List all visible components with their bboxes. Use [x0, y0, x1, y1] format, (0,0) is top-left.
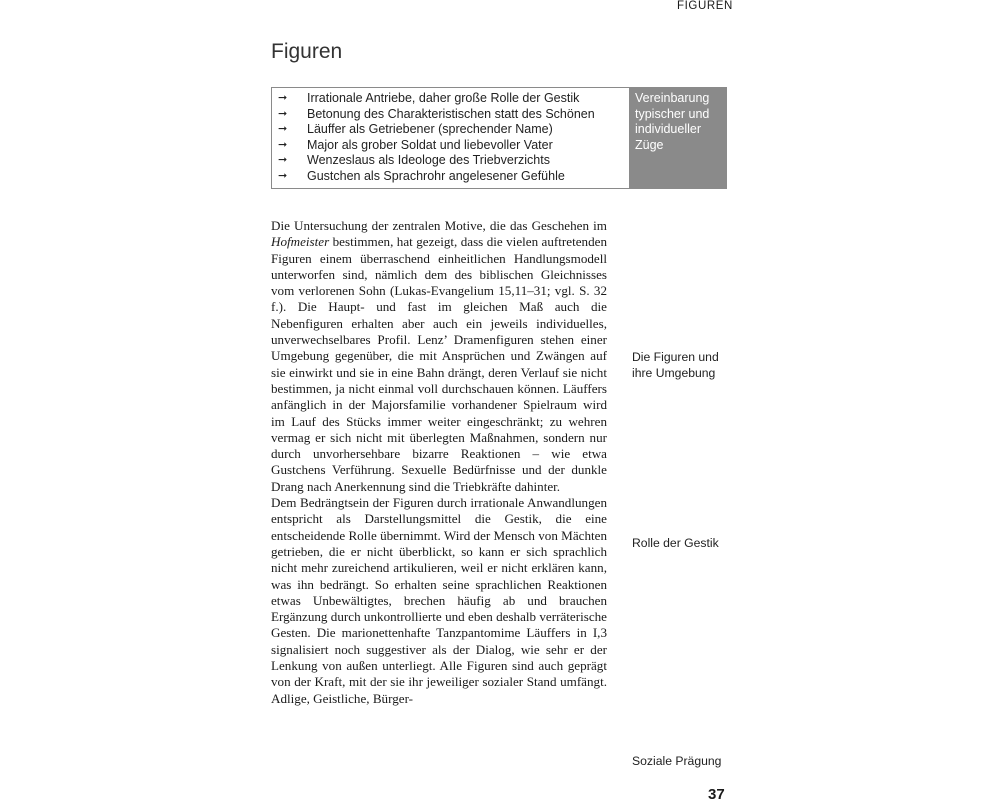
arrow-right-icon: ➞ [278, 123, 288, 136]
list-item [278, 138, 595, 154]
arrow-right-icon: ➞ [278, 169, 288, 182]
summary-list [278, 91, 595, 185]
list-item [278, 169, 595, 185]
summary-item-text: Irrationale Antriebe, daher große Rolle der Gestik [307, 91, 580, 105]
summary-box [271, 87, 727, 189]
list-item [278, 107, 595, 123]
work-title: Hofmeister [271, 234, 330, 250]
list-item [278, 153, 595, 169]
summary-item-text: Läuffer als Getriebener (sprechender Name) [307, 122, 553, 137]
page-number: 37 [708, 786, 725, 803]
arrow-right-icon: ➞ [278, 154, 288, 167]
paragraph-text: Die Untersuchung der zentralen Motive, die das Geschehen im [271, 218, 607, 233]
body-text [271, 218, 607, 707]
margin-note-environment: Die Figuren und ihre Umgebung [632, 350, 719, 380]
paragraph: Dem Bedrängtsein der Figuren durch irrationale Anwandlungen entspricht als Darstellungsmittel die Gestik, die eine entscheidende Rolle übernimmt. Wird der Mensch von Mächten getrieben, die er nicht überblickt, so kann er sich sprachlich nicht mehr zureichend artikulieren, weil er nicht erklären kann, was ihn bedrängt. So erhalten seine sprachlichen Reaktionen etwas Unbewältigtes, brechen häufig ab und brauchen Ergänzung durch unkontrollierte und eben deshalb verräterische Gesten. Die marionettenhafte Tanzpantomime Läuffers in I,3 signalisiert noch suggestiver als der Dialog, wie sehr er der Lenkung von außen unterliegt. Alle Figuren sind auch geprägt von der Kraft, mit der sie ihr jeweiliger sozialer Stand umfängt. Adlige, Geistliche, Bürger- [271, 495, 607, 706]
chapter-title: Figuren [271, 40, 343, 63]
arrow-right-icon: ➞ [278, 92, 288, 104]
list-item [278, 91, 595, 107]
margin-note-social: Soziale Prägung [632, 754, 722, 768]
paragraph-text: bestimmen, hat gezeigt, dass die vielen auftretenden Figuren einem überraschend einheitlichen Handlungsmodell unterworfen sind, nämlich dem des biblischen Gleichnisses vom verlorenen Sohn (Lukas-Evangelium 15,11–31; vgl. S. 32 f.). Die Haupt- und fast im gleichen Maß auch die Nebenfiguren erhalten aber auch ein jeweils individuelles, unverwechselbares Profil. Lenz’ Dramenfiguren stehen einer Umgebung gegenüber, die mit Ansprüchen und Zwängen auf sie einwirkt und sie in eine Bahn drängt, deren Verlauf sie nicht bestimmen, ja nicht einmal voll durchschauen können. Läuffers anfänglich in der Majorsfamilie vorhandener Spielraum wird im Lauf des Stücks immer weiter eingeschränkt; zu wehren vermag er sich nicht mit überlegten Maßnahmen, sondern nur durch unvorhersehbare bizarre Reaktionen – wie etwa Gustchens Verführung. Sexuelle Bedürfnisse und der dunkle Drang nach Anerkennung sind die Triebkräfte dahinter. [271, 234, 607, 494]
summary-side-label: Vereinbarung typischer und individueller Züge [629, 87, 727, 189]
summary-item-text: Major als grober Soldat und liebevoller Vater [307, 137, 553, 152]
summary-item-text: Betonung des Charakteristischen statt des Schönen [307, 106, 595, 121]
list-item [278, 122, 595, 138]
running-head: FIGUREN [677, 0, 733, 12]
margin-note-gesture: Rolle der Gestik [632, 536, 719, 550]
summary-item-text: Gustchen als Sprachrohr angelesener Gefühle [307, 168, 565, 183]
summary-item-text: Wenzeslaus als Ideologe des Triebverzichts [307, 153, 550, 168]
arrow-right-icon: ➞ [278, 138, 288, 151]
arrow-right-icon: ➞ [278, 107, 288, 120]
paragraph [271, 218, 607, 495]
